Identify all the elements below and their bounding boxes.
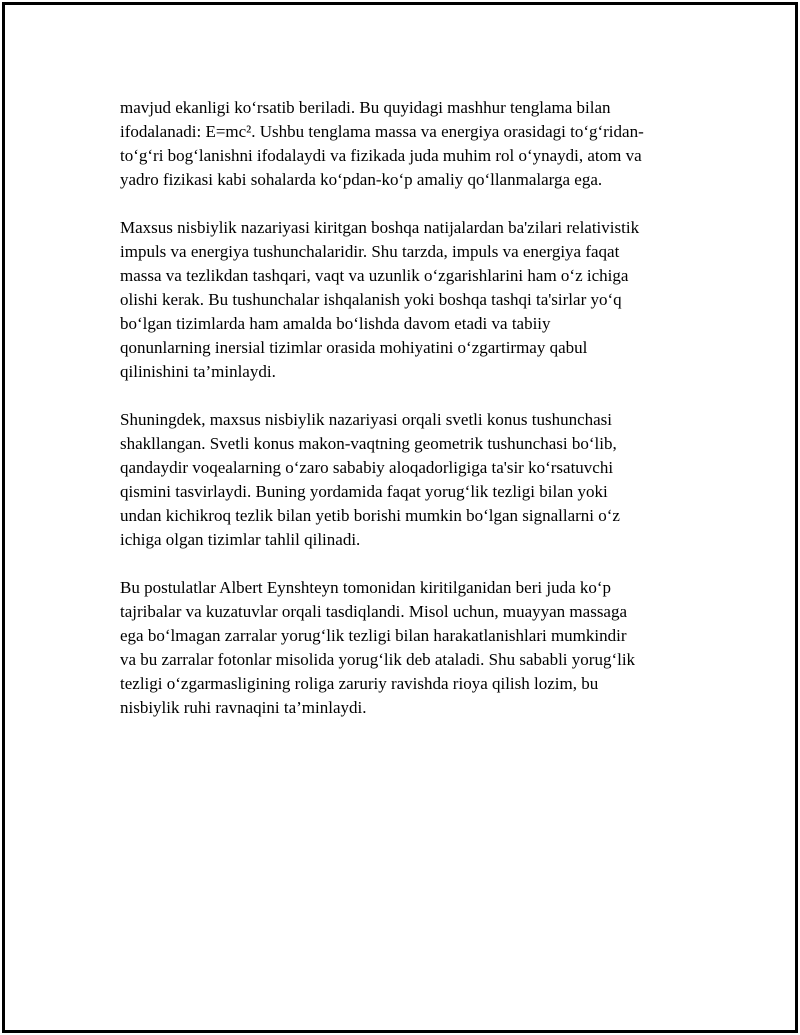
document-body	[120, 96, 690, 744]
paragraph-3: Shuningdek, maxsus nisbiylik nazariyasi orqali svetli konus tushunchasi shakllangan. Svetli konus makon-vaqtning geometrik tushunchasi bo‘lib, qandaydir voqealarning o‘zaro sababiy aloqadorligiga ta'sir ko‘rsatuvchi qismini tasvirlaydi. Buning yordamida faqat yorug‘lik tezligi bilan yoki undan kichikroq tezlik bilan yetib borishi mumkin bo‘lgan signallarni o‘z ichiga olgan tizimlar tahlil qilinadi.	[120, 410, 620, 549]
page-frame	[2, 2, 798, 1033]
paragraph-4: Bu postulatlar Albert Eynshteyn tomonidan kiritilganidan beri juda ko‘p tajribalar va kuzatuvlar orqali tasdiqlandi. Misol uchun, muayyan massaga ega bo‘lmagan zarralar yorug‘lik tezligi bilan harakatlanishlari mumkindir va bu zarralar fotonlar misolida yorug‘lik deb ataladi. Shu sababli yorug‘lik tezligi o‘zgarmasligining roliga zaruriy ravishda rioya qilish lozim, bu nisbiylik ruhi ravnaqini ta’minlaydi.	[120, 578, 636, 717]
paragraph-1: mavjud ekanligi ko‘rsatib beriladi. Bu quyidagi mashhur tenglama bilan ifodalanadi: E=mc². Ushbu tenglama massa va energiya orasidagi to‘g‘ridan- to‘g‘ri bog‘lanishni ifodalaydi va fizikada juda muhim rol o‘ynaydi, atom va yadro fizikasi kabi sohalarda ko‘pdan-ko‘p amaliy qo‘llanmalarga ega.	[120, 98, 644, 189]
paragraph-2: Maxsus nisbiylik nazariyasi kiritgan boshqa natijalardan ba'zilari relativistik impuls va energiya tushunchalaridir. Shu tarzda, impuls va energiya faqat massa va tezlikdan tashqari, vaqt va uzunlik o‘zgarishlarini ham o‘z ichiga olishi kerak. Bu tushunchalar ishqalanish yoki boshqa tashqi ta'sirlar yo‘q bo‘lgan tizimlarda ham amalda bo‘lishda davom etadi va tabiiy qonunlarning inersial tizimlar orasida mohiyatini o‘zgartirmay qabul qilinishini ta’minlaydi.	[120, 218, 640, 381]
